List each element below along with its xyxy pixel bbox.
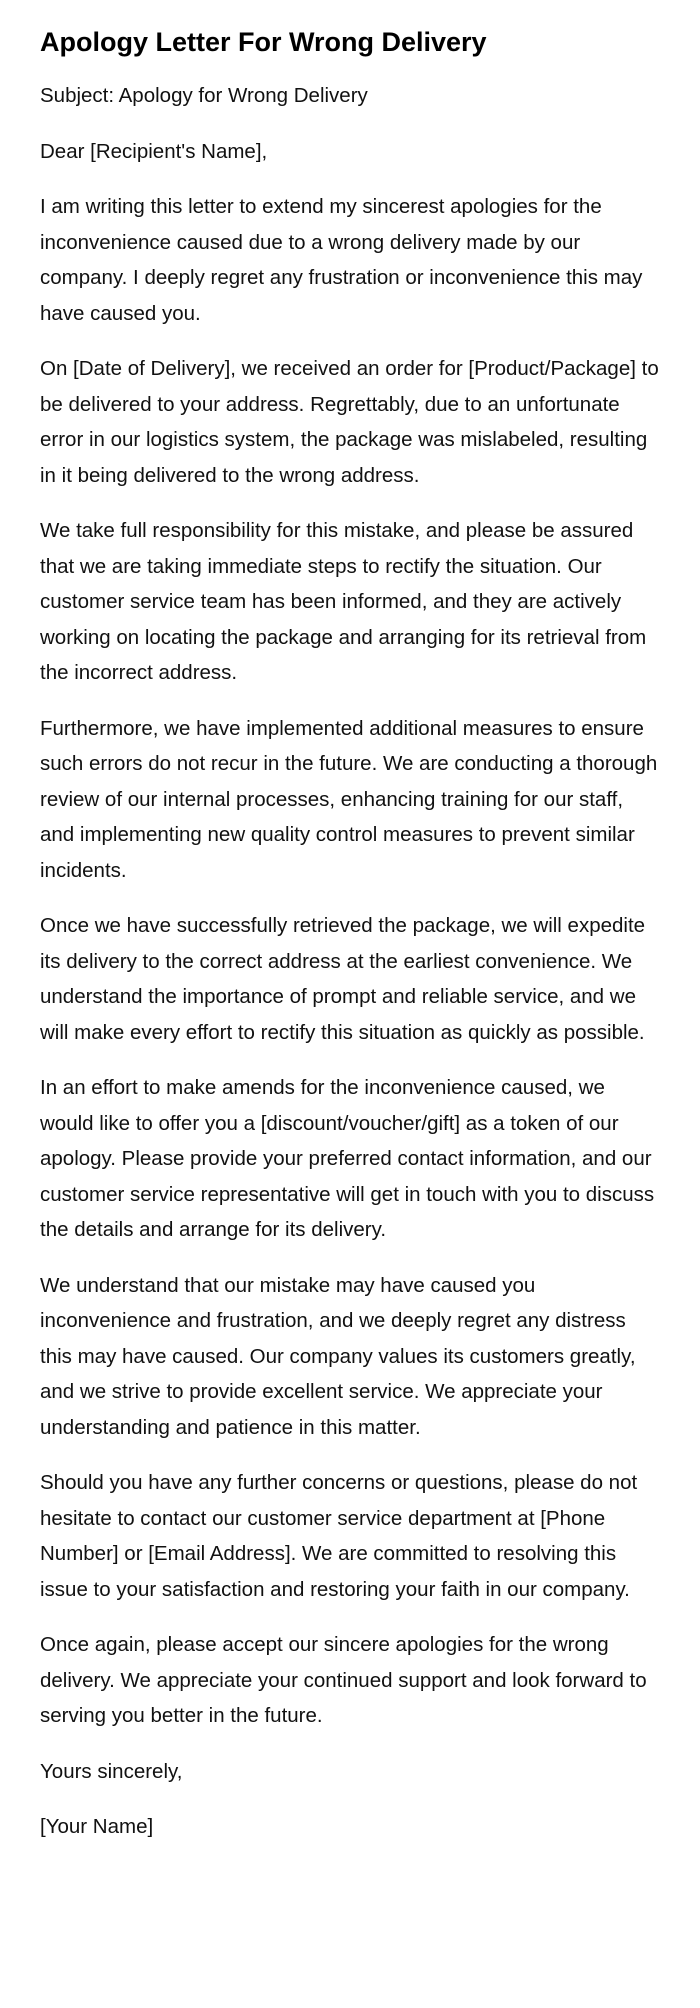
body-paragraph-6: In an effort to make amends for the inconvenience caused, we would like to offer you a [discount/voucher/gift] as a token of our apology. Please provide your preferred contact information, and our customer service representative will get in touch with you to discuss the details and arrange for its delivery. xyxy=(40,1076,655,1241)
body-paragraph-2: On [Date of Delivery], we received an order for [Product/Package] to be delivered to your address. Regrettably, due to an unfortunate error in our logistics system, the package was mislabeled, resulting in it being delivered to the wrong address. xyxy=(40,357,659,487)
body-paragraph-4: Furthermore, we have implemented additional measures to ensure such errors do not recur in the future. We are conducting a thorough review of our internal processes, enhancing training for our staff, and implementing new quality control measures to prevent similar incidents. xyxy=(40,716,658,882)
body-paragraph-1: I am writing this letter to extend my sincerest apologies for the inconvenience caused due to a wrong delivery made by our company. I deeply regret any frustration or inconvenience this may have caused you. xyxy=(40,195,643,325)
body-paragraph-8: Should you have any further concerns or questions, please do not hesitate to contact our customer service department at [Phone Number] or [Email Address]. We are committed to resolving this issue to your satisfaction and restoring your faith in our company. xyxy=(40,1471,638,1601)
body-paragraph-7: We understand that our mistake may have caused you inconvenience and frustration, and we deeply regret any distress this may have caused. Our company values its customers greatly, and we strive to provide excellent service. We appreciate your understanding and patience in this matter. xyxy=(40,1273,636,1439)
letter-title: Apology Letter For Wrong Delivery xyxy=(40,27,487,57)
body-paragraph-3: We take full responsibility for this mistake, and please be assured that we are taking immediate steps to rectify the situation. Our customer service team has been informed, and they are actively working on locating the package and arranging for its retrieval from the incorrect address. xyxy=(40,519,647,684)
letter-signature: [Your Name] xyxy=(40,1815,154,1838)
letter-closing: Yours sincerely, xyxy=(40,1759,183,1783)
body-paragraph-5: Once we have successfully retrieved the package, we will expedite its delivery to the correct address at the earliest convenience. We understand the importance of prompt and reliable service, and we will make every effort to rectify this situation as quickly as possible. xyxy=(40,914,646,1044)
body-paragraph-9: Once again, please accept our sincere apologies for the wrong delivery. We appreciate your continued support and look forward to serving you better in the future. xyxy=(40,1633,647,1727)
letter-salutation: Dear [Recipient's Name], xyxy=(40,139,268,163)
letter-subject: Subject: Apology for Wrong Delivery xyxy=(40,84,368,107)
